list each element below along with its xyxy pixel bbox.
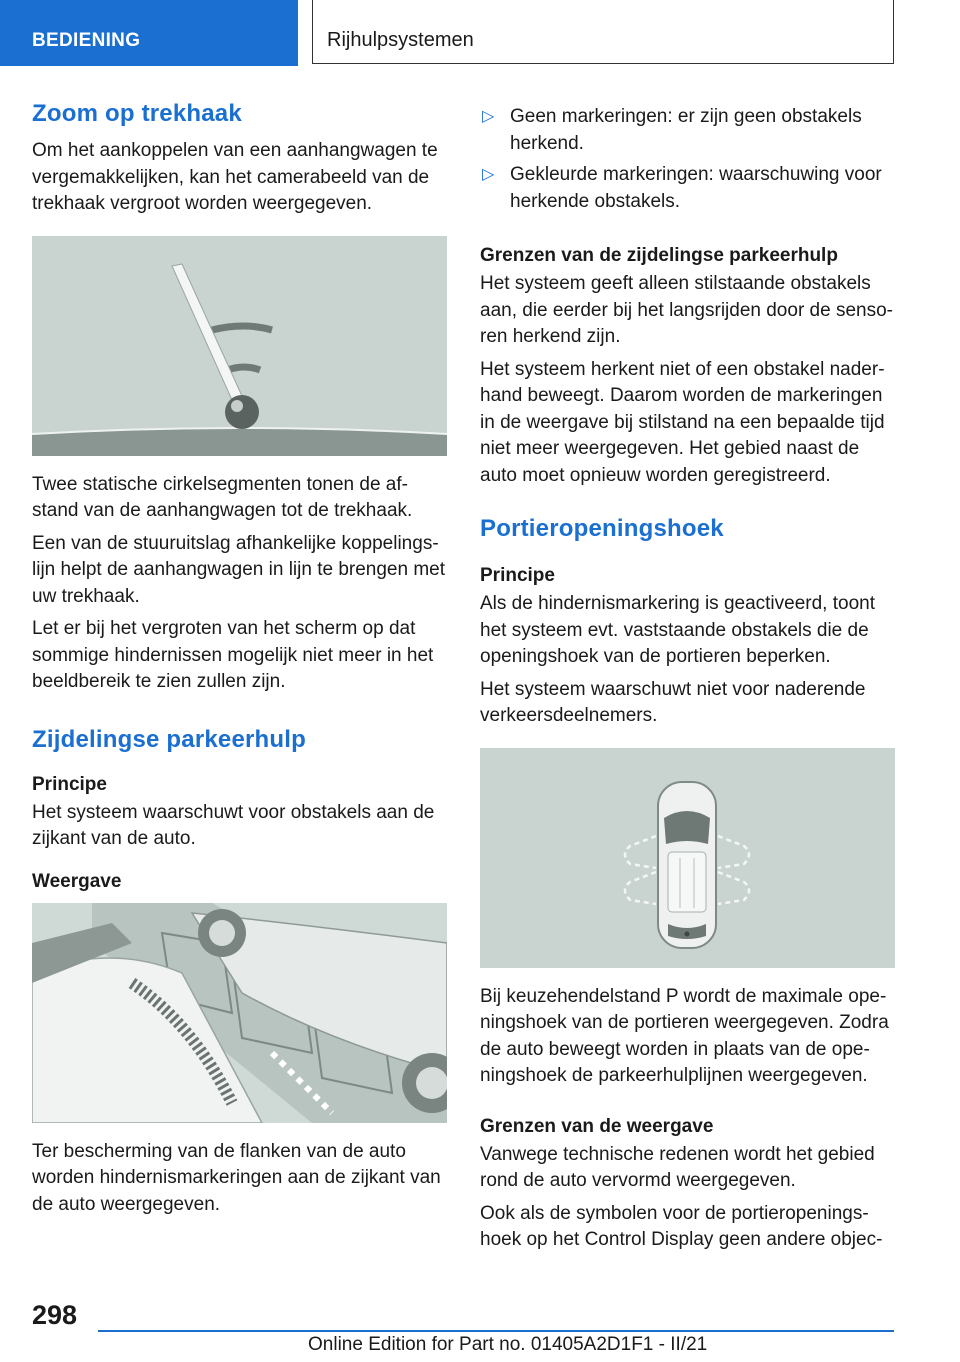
list-item: ▷ Gekleurde markeringen: waarschuwing voor herkende obstakels. — [482, 164, 882, 212]
principle-heading: Principe — [32, 773, 107, 795]
zoom-title: Zoom op trekhaak — [32, 100, 242, 127]
triangle-bullet-icon: ▷ — [482, 108, 495, 125]
page-number: 298 — [32, 1300, 78, 1330]
left-column — [32, 100, 448, 1224]
list-item: ▷ Geen markeringen: er zijn geen obstakels herkend. — [482, 106, 862, 154]
door-principle-paragraph-2: Het systeem waarschuwt niet voor naderende verkeersdeelnemers. — [480, 678, 866, 726]
footer-divider — [98, 1330, 894, 1332]
chapter-title: Rijhulpsystemen — [327, 29, 474, 51]
section-tab — [0, 0, 298, 66]
zoom-paragraph-2: Een van de stuuruitslag afhankelijke koppelingslijn helpt de aanhangwagen in lijn te brengen met uw trekhaak. — [32, 532, 446, 607]
side-parking-image — [32, 903, 447, 1123]
door-angle-illustration — [480, 748, 895, 968]
principle-text: Het systeem waarschuwt voor obstakels aan de zijkant van de auto. — [32, 801, 435, 849]
door-paragraph-3: Bij keuzehendelstand P wordt de maximale openingshoek van de portieren weergegeven. Zodra de auto beweegt worden in plaats van de openingshoek de parkeerhulplijnen weergegeven. — [480, 985, 889, 1086]
car-top-view-image — [480, 748, 895, 968]
tow-hitch-camera-illustration — [32, 236, 447, 456]
side-parking-illustration — [32, 903, 447, 1123]
triangle-bullet-icon: ▷ — [482, 166, 495, 183]
tow-hitch-image — [32, 236, 447, 456]
right-column — [480, 104, 896, 1260]
display-text: Ter bescherming van de flanken van de auto worden hindernismarkeringen aan de zijkant van de auto weergegeven. — [32, 1140, 441, 1215]
display-limits-paragraph-1: Vanwege technische redenen wordt het gebied rond de auto vervormd weergegeven. — [480, 1143, 875, 1191]
limits-heading: Grenzen van de zijdelingse parkeerhulp — [480, 245, 838, 266]
display-heading: Weergave — [32, 870, 122, 892]
limits-paragraph-1: Het systeem geeft alleen stilstaande obstakels aan, die eerder bij het langsrijden door de sensoren herkend zijn. — [480, 273, 893, 347]
section-title: BEDIENING — [32, 30, 141, 51]
zoom-paragraph-3: Let er bij het vergroten van het scherm op dat sommige hindernissen mogelijk niet meer in het beeldbereik te zien zullen zijn. — [32, 618, 434, 692]
marking-list — [480, 104, 896, 215]
zoom-paragraph-1: Twee statische cirkelsegmenten tonen de afstand van de aanhangwagen tot de trekhaak. — [32, 473, 413, 521]
display-limits-heading: Grenzen van de weergave — [480, 1115, 714, 1137]
zoom-intro: Om het aankoppelen van een aanhangwagen te vergemakkelijken, kan het camerabeeld van de trekhaak vergroot worden weergegeven. — [32, 140, 438, 214]
side-parking-title: Zijdelingse parkeerhulp — [32, 725, 307, 753]
display-limits-paragraph-2: Ook als de symbolen voor de portieropeningshoek op het Control Display geen andere objec- — [480, 1202, 883, 1250]
door-principle-paragraph-1: Als de hindernismarkering is geactiveerd, toont het systeem evt. vaststaande obstakels die de openingshoek van de portieren beperken. — [480, 593, 875, 667]
door-principle-heading: Principe — [480, 565, 555, 586]
chapter-header — [312, 0, 894, 64]
door-angle-title: Portieropeningshoek — [480, 515, 724, 542]
limits-paragraph-2: Het systeem herkent niet of een obstakel naderhand beweegt. Daarom worden de markeringen in de weergave bij stilstand na een bepaalde tijd niet meer weergegeven. Het gebied naast de auto moet opnieuw worden geregistreerd. — [480, 358, 885, 486]
edition-footer: Online Edition for Part no. 01405A2D1F1 - II/21 — [308, 1334, 708, 1355]
